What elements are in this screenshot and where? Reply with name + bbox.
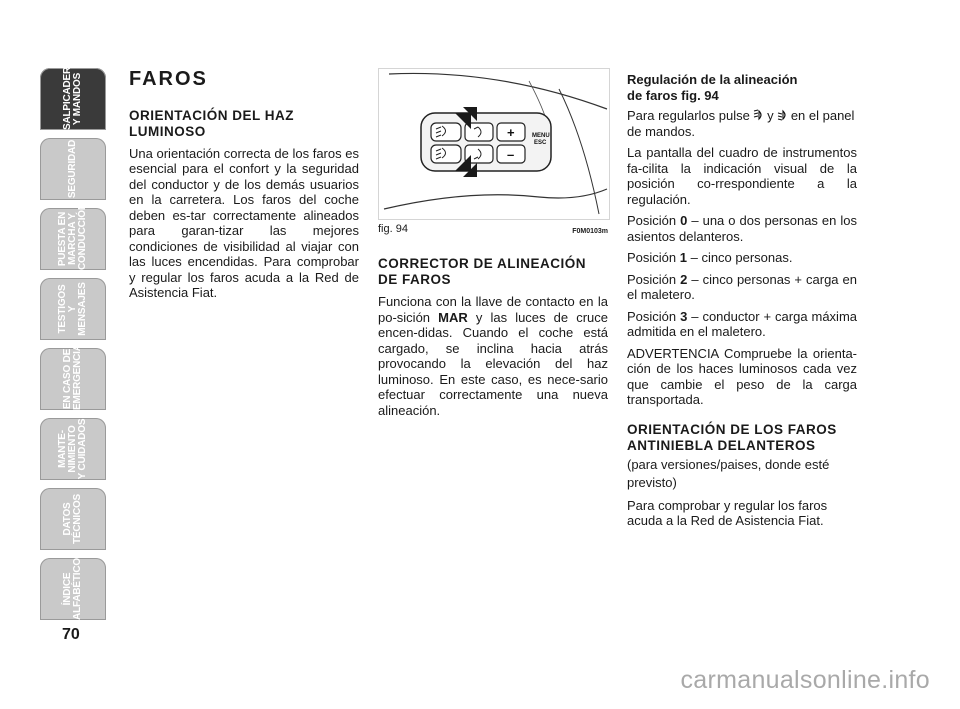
column-3	[627, 72, 857, 535]
tab-seguridad[interactable]	[40, 138, 106, 200]
paragraph: Para comprobar y regular los faros acuda a la Red de Asistencia Fiat.	[627, 497, 828, 528]
position-item	[627, 213, 857, 244]
paragraph: Una orientación correcta de los faros es esencial para el confort y la seguridad del conductor y de los demás usuarios en la carretera. Los faros del coche deben es-tar correctamente alineados para garan-tizar las mejores condiciones de visibilidad al viajar con las luces encendidas. Para comprobar y regular los faros acuda a la Red de Asistencia Fiat.	[129, 145, 359, 300]
minus-label: –	[507, 147, 515, 162]
tab-label: DATOS TÉCNICOS	[62, 493, 83, 545]
esc-label: ESC	[534, 140, 547, 146]
chapter-tabs	[40, 59, 106, 628]
section-heading: ORIENTACIÓN DE LOS FAROS ANTINIEBLA DELANTEROS	[627, 421, 837, 453]
tab-label: SALPICADERO Y MANDOS	[62, 59, 83, 130]
text-run: Posición	[627, 308, 681, 324]
note: (para versiones/paises, donde esté previsto)	[627, 456, 830, 490]
text-run: en el panel de mandos.	[627, 108, 855, 139]
tab-label: TESTIGOS Y MENSAJES	[57, 282, 88, 336]
tab-datos-tecnicos[interactable]	[40, 488, 106, 550]
paragraph	[627, 108, 857, 139]
position-item	[627, 272, 857, 303]
menu-label: MENU	[532, 133, 550, 139]
tab-label: MANTE- NIMIENTO Y CUIDADOS	[57, 418, 88, 480]
figure-label: fig. 94	[378, 223, 408, 235]
position-number: 1	[679, 250, 687, 265]
tab-salpicadero[interactable]	[40, 59, 106, 130]
section-heading: ORIENTACIÓN DEL HAZ LUMINOSO	[129, 107, 295, 139]
tab-label: SEGURIDAD	[67, 139, 78, 199]
position-number: 2	[680, 271, 688, 287]
position-number: 0	[680, 213, 688, 228]
watermark: carmanualsonline.info	[680, 666, 930, 694]
subheading: Regulación de la alineación de faros fig. 94	[627, 72, 798, 103]
text-run: Posición	[627, 250, 680, 265]
plus-label: +	[507, 125, 515, 140]
position-number: 3	[680, 308, 688, 324]
tab-emergencia[interactable]	[40, 344, 106, 410]
text-run: – cinco personas + carga en el maletero.	[627, 271, 857, 302]
text-run: Posición	[627, 271, 681, 287]
tab-label: PUESTA EN MARCHA Y CONDUCCIÓN	[57, 203, 88, 270]
column-1	[129, 68, 359, 307]
text-run: – cinco personas.	[686, 250, 793, 265]
paragraph	[378, 294, 608, 418]
figure-caption	[378, 222, 608, 236]
text-run-bold: MAR	[438, 309, 468, 325]
headlight-up-icon	[753, 109, 763, 121]
headlight-down-icon	[777, 109, 787, 121]
text-run: Funciona con la llave de contacto en la po-sición	[378, 294, 608, 325]
tab-indice[interactable]	[40, 558, 106, 620]
tab-label: ÍNDICE ALFABÉTICO	[62, 558, 83, 620]
paragraph: La pantalla del cuadro de instrumentos fa-cilita la indicación visual de la posición co-rrespondiente a la regulación.	[627, 145, 857, 207]
text-run: – una o dos personas en los asientos delanteros.	[627, 213, 858, 244]
page-number: 70	[62, 626, 80, 643]
page-title: FAROS	[129, 68, 208, 90]
position-item	[627, 250, 857, 266]
text-run: y	[763, 108, 778, 123]
figure-code: F0M0103m	[572, 228, 608, 235]
section-heading: CORRECTOR DE ALINEACIÓN DE FAROS	[378, 256, 587, 287]
dashboard-illustration	[379, 69, 609, 219]
text-run: Posición	[627, 213, 681, 228]
position-item	[627, 309, 857, 340]
tab-testigos[interactable]	[40, 278, 106, 340]
text-run: y las luces de cruce encen-didas. Cuando el coche está cargado, se inclina hacia atrás provocando la elevación del haz luminoso. En este caso, es nece-sario efectuar correctamente una nueva alineación.	[378, 309, 608, 418]
tab-mantenimiento[interactable]	[40, 418, 106, 480]
column-2	[378, 68, 608, 424]
text-run: Para regularlos pulse	[627, 108, 754, 123]
tab-puesta-en-marcha[interactable]	[40, 203, 106, 270]
figure-headlight-switch	[378, 68, 610, 220]
warning-paragraph: ADVERTENCIA Compruebe la orienta-ción de los haces luminosos cada vez que cambie el peso de la carga transportada.	[627, 345, 857, 407]
tab-label: EN CASO DE EMERGENCIA	[62, 344, 83, 410]
text-run: – conductor + carga máxima admitida en el maletero.	[627, 308, 858, 339]
